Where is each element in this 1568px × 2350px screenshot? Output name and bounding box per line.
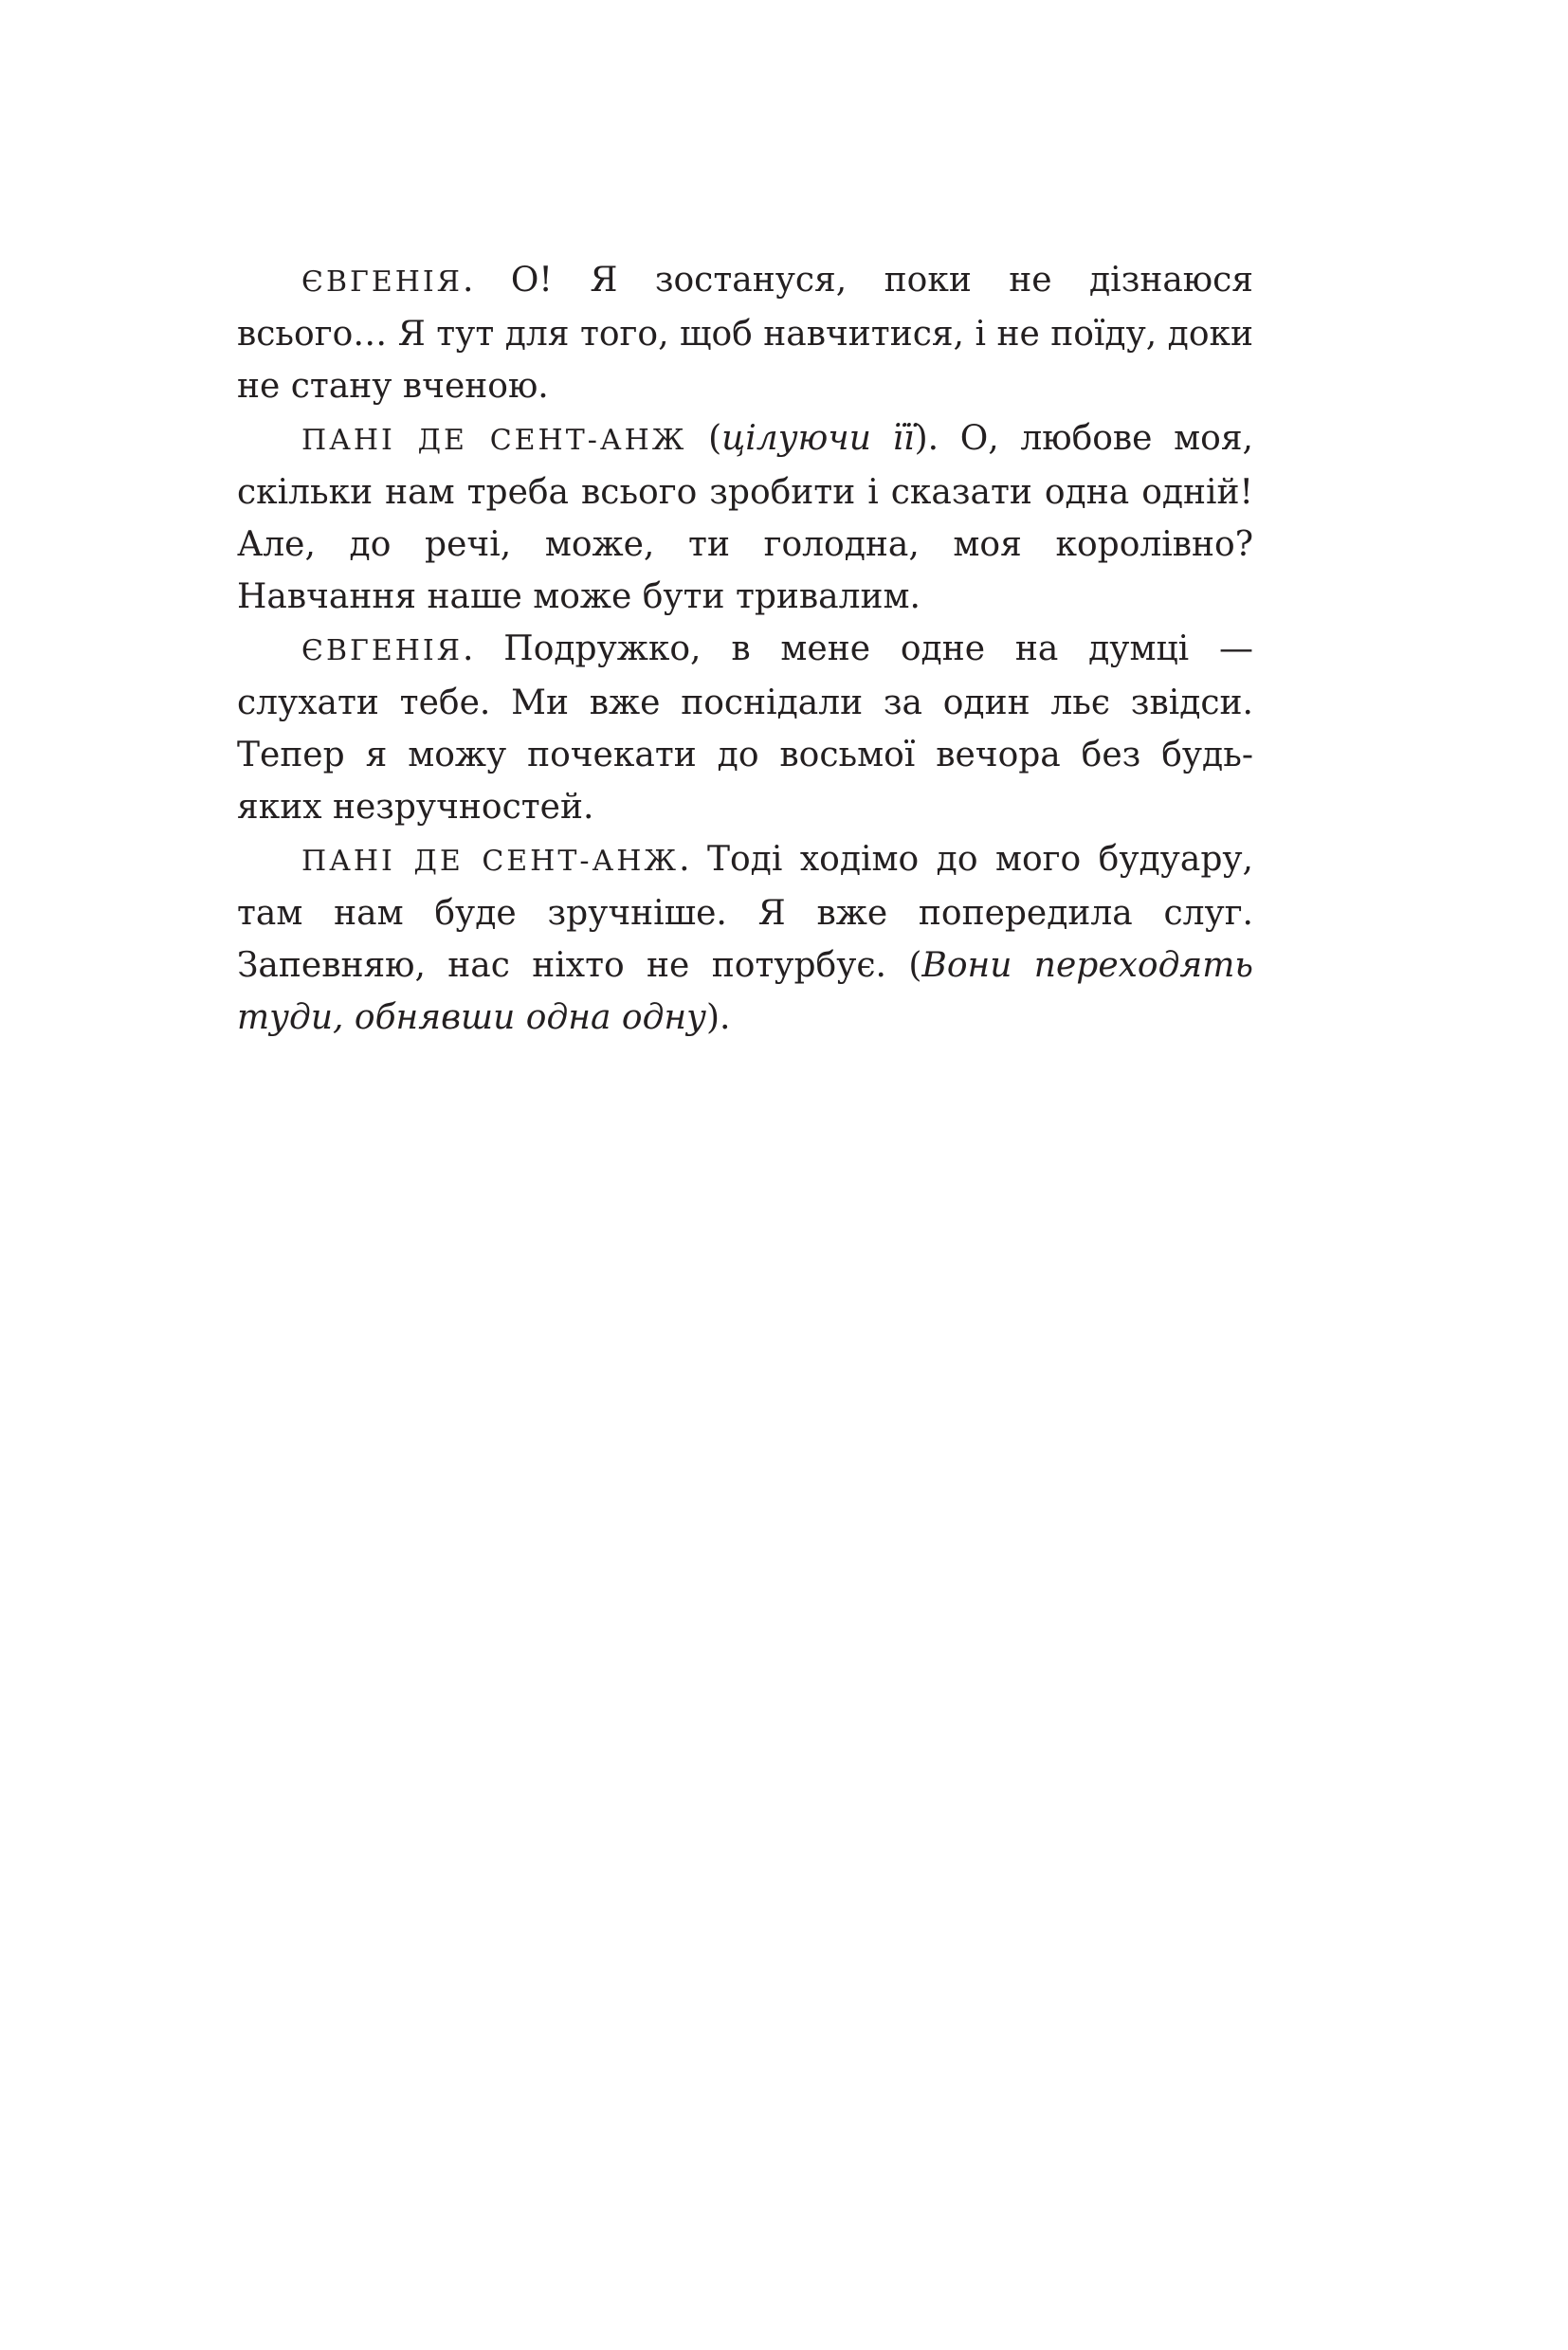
speech-text: ). О, любове моя, скільки нам треба всього зробити і сказати одна одній! Але, до речі, може, ти голодна, моя королівно? Навчання наше може бути тривалим. (237, 419, 1253, 616)
dialogue-paragraph-1 (237, 254, 1253, 412)
stage-direction-open: ( (686, 419, 722, 458)
dialogue-paragraph-3 (237, 623, 1253, 833)
dialogue-paragraph-2 (237, 412, 1253, 623)
speech-text: . Тоді ходімо до мого будуару, там нам буде зручніше. Я вже попередила слуг. Запевняю, нас ніхто не потурбує. ( (237, 840, 1253, 985)
speaker-name: ЄВГЕНІЯ (301, 634, 464, 667)
stage-direction: цілуючи її (721, 419, 915, 458)
speaker-name: ПАНІ ДЕ СЕНТ-АНЖ (301, 424, 687, 457)
speaker-name: ПАНІ ДЕ СЕНТ-АНЖ (301, 845, 680, 878)
dialogue-paragraph-4 (237, 833, 1253, 1044)
speech-text: . Подружко, в мене одне на думці — слухати тебе. Ми вже поснідали за один льє звідси. Тепер я можу почекати до восьмої вечора без будь-яких незручностей. (237, 629, 1253, 827)
dialogue-text (237, 254, 1253, 1044)
speaker-name: ЄВГЕНІЯ (301, 265, 464, 299)
stage-direction-close: ). (705, 998, 731, 1037)
stage-direction: Вони переходять туди, обнявши одна одну (237, 946, 1253, 1037)
speech-text: . О! Я зостануся, поки не дізнаюся всього… Я тут для того, щоб навчитися, і не поїду, доки не стану вченою. (237, 261, 1253, 406)
